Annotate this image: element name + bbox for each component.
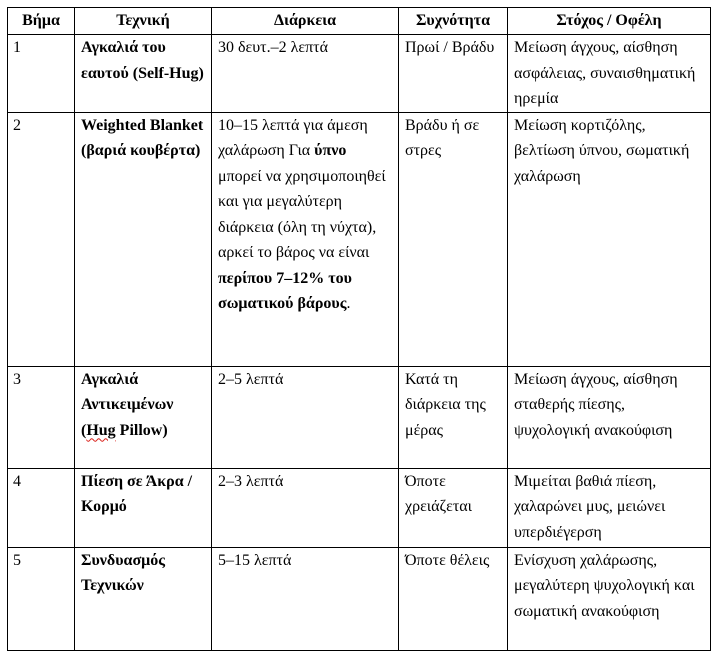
spellcheck-flagged-word[interactable]: Hug — [86, 421, 116, 439]
technique-cell: Συνδυασμός Τεχνικών — [75, 547, 212, 650]
duration-cell: 2–5 λεπτά — [212, 366, 399, 468]
technique-cell: Αγκαλιά του εαυτού (Self-Hug) — [75, 35, 212, 113]
step-cell: 5 — [8, 547, 75, 650]
technique-text: Pillow) — [115, 421, 168, 439]
header-goal: Στόχος / Οφέλη — [508, 8, 711, 35]
goal-cell: Μιμείται βαθιά πίεση, χαλαρώνει μυς, μειώνει υπερδιέγερση — [508, 468, 711, 547]
techniques-table — [7, 7, 711, 651]
step-cell: 4 — [8, 468, 75, 547]
duration-bold-sleep: ύπνο — [314, 142, 347, 159]
step-cell: 3 — [8, 366, 75, 468]
frequency-cell: Όποτε χρειάζεται — [399, 468, 508, 547]
duration-text: . — [346, 295, 351, 312]
duration-cell: 5–15 λεπτά — [212, 547, 399, 650]
goal-cell: Ενίσχυση χαλάρωσης, μεγαλύτερη ψυχολογική και σωματική ανακούφιση — [508, 547, 711, 650]
frequency-cell: Πρωί / Βράδυ — [399, 35, 508, 113]
table-row — [8, 547, 711, 650]
header-frequency: Συχνότητα — [399, 8, 508, 35]
duration-text: μπορεί να χρησιμοποιηθεί και για μεγαλύτερη διάρκεια (όλη τη νύχτα), αρκεί το βάρος να είναι — [218, 167, 386, 261]
duration-cell — [212, 112, 399, 366]
goal-cell: Μείωση άγχους, αίσθηση ασφάλειας, συναισθηματική ηρεμία — [508, 35, 711, 113]
header-step: Βήμα — [8, 8, 75, 35]
frequency-cell: Κατά τη διάρκεια της μέρας — [399, 366, 508, 468]
technique-text: Αγκαλιά Αντικειμένων ( — [81, 370, 174, 439]
frequency-cell: Όποτε θέλεις — [399, 547, 508, 650]
step-cell: 2 — [8, 112, 75, 366]
technique-cell — [75, 366, 212, 468]
header-row — [8, 8, 711, 35]
goal-cell: Μείωση κορτιζόλης, βελτίωση ύπνου, σωματική χαλάρωση — [508, 112, 711, 366]
table-row — [8, 35, 711, 113]
table-row — [8, 366, 711, 468]
table-row — [8, 468, 711, 547]
technique-cell: Weighted Blanket (βαριά κουβέρτα) — [75, 112, 212, 366]
duration-bold-weight: περίπου 7–12% του σωματικού βάρους — [218, 269, 352, 312]
frequency-cell: Βράδυ ή σε στρες — [399, 112, 508, 366]
header-technique: Τεχνική — [75, 8, 212, 35]
duration-cell: 2–3 λεπτά — [212, 468, 399, 547]
table-row — [8, 112, 711, 366]
technique-cell: Πίεση σε Άκρα / Κορμό — [75, 468, 212, 547]
step-cell: 1 — [8, 35, 75, 113]
goal-cell: Μείωση άγχους, αίσθηση σταθερής πίεσης, ψυχολογική ανακούφιση — [508, 366, 711, 468]
duration-text: 10–15 λεπτά για άμεση χαλάρωση Για — [218, 116, 368, 159]
header-duration: Διάρκεια — [212, 8, 399, 35]
duration-cell: 30 δευτ.–2 λεπτά — [212, 35, 399, 113]
